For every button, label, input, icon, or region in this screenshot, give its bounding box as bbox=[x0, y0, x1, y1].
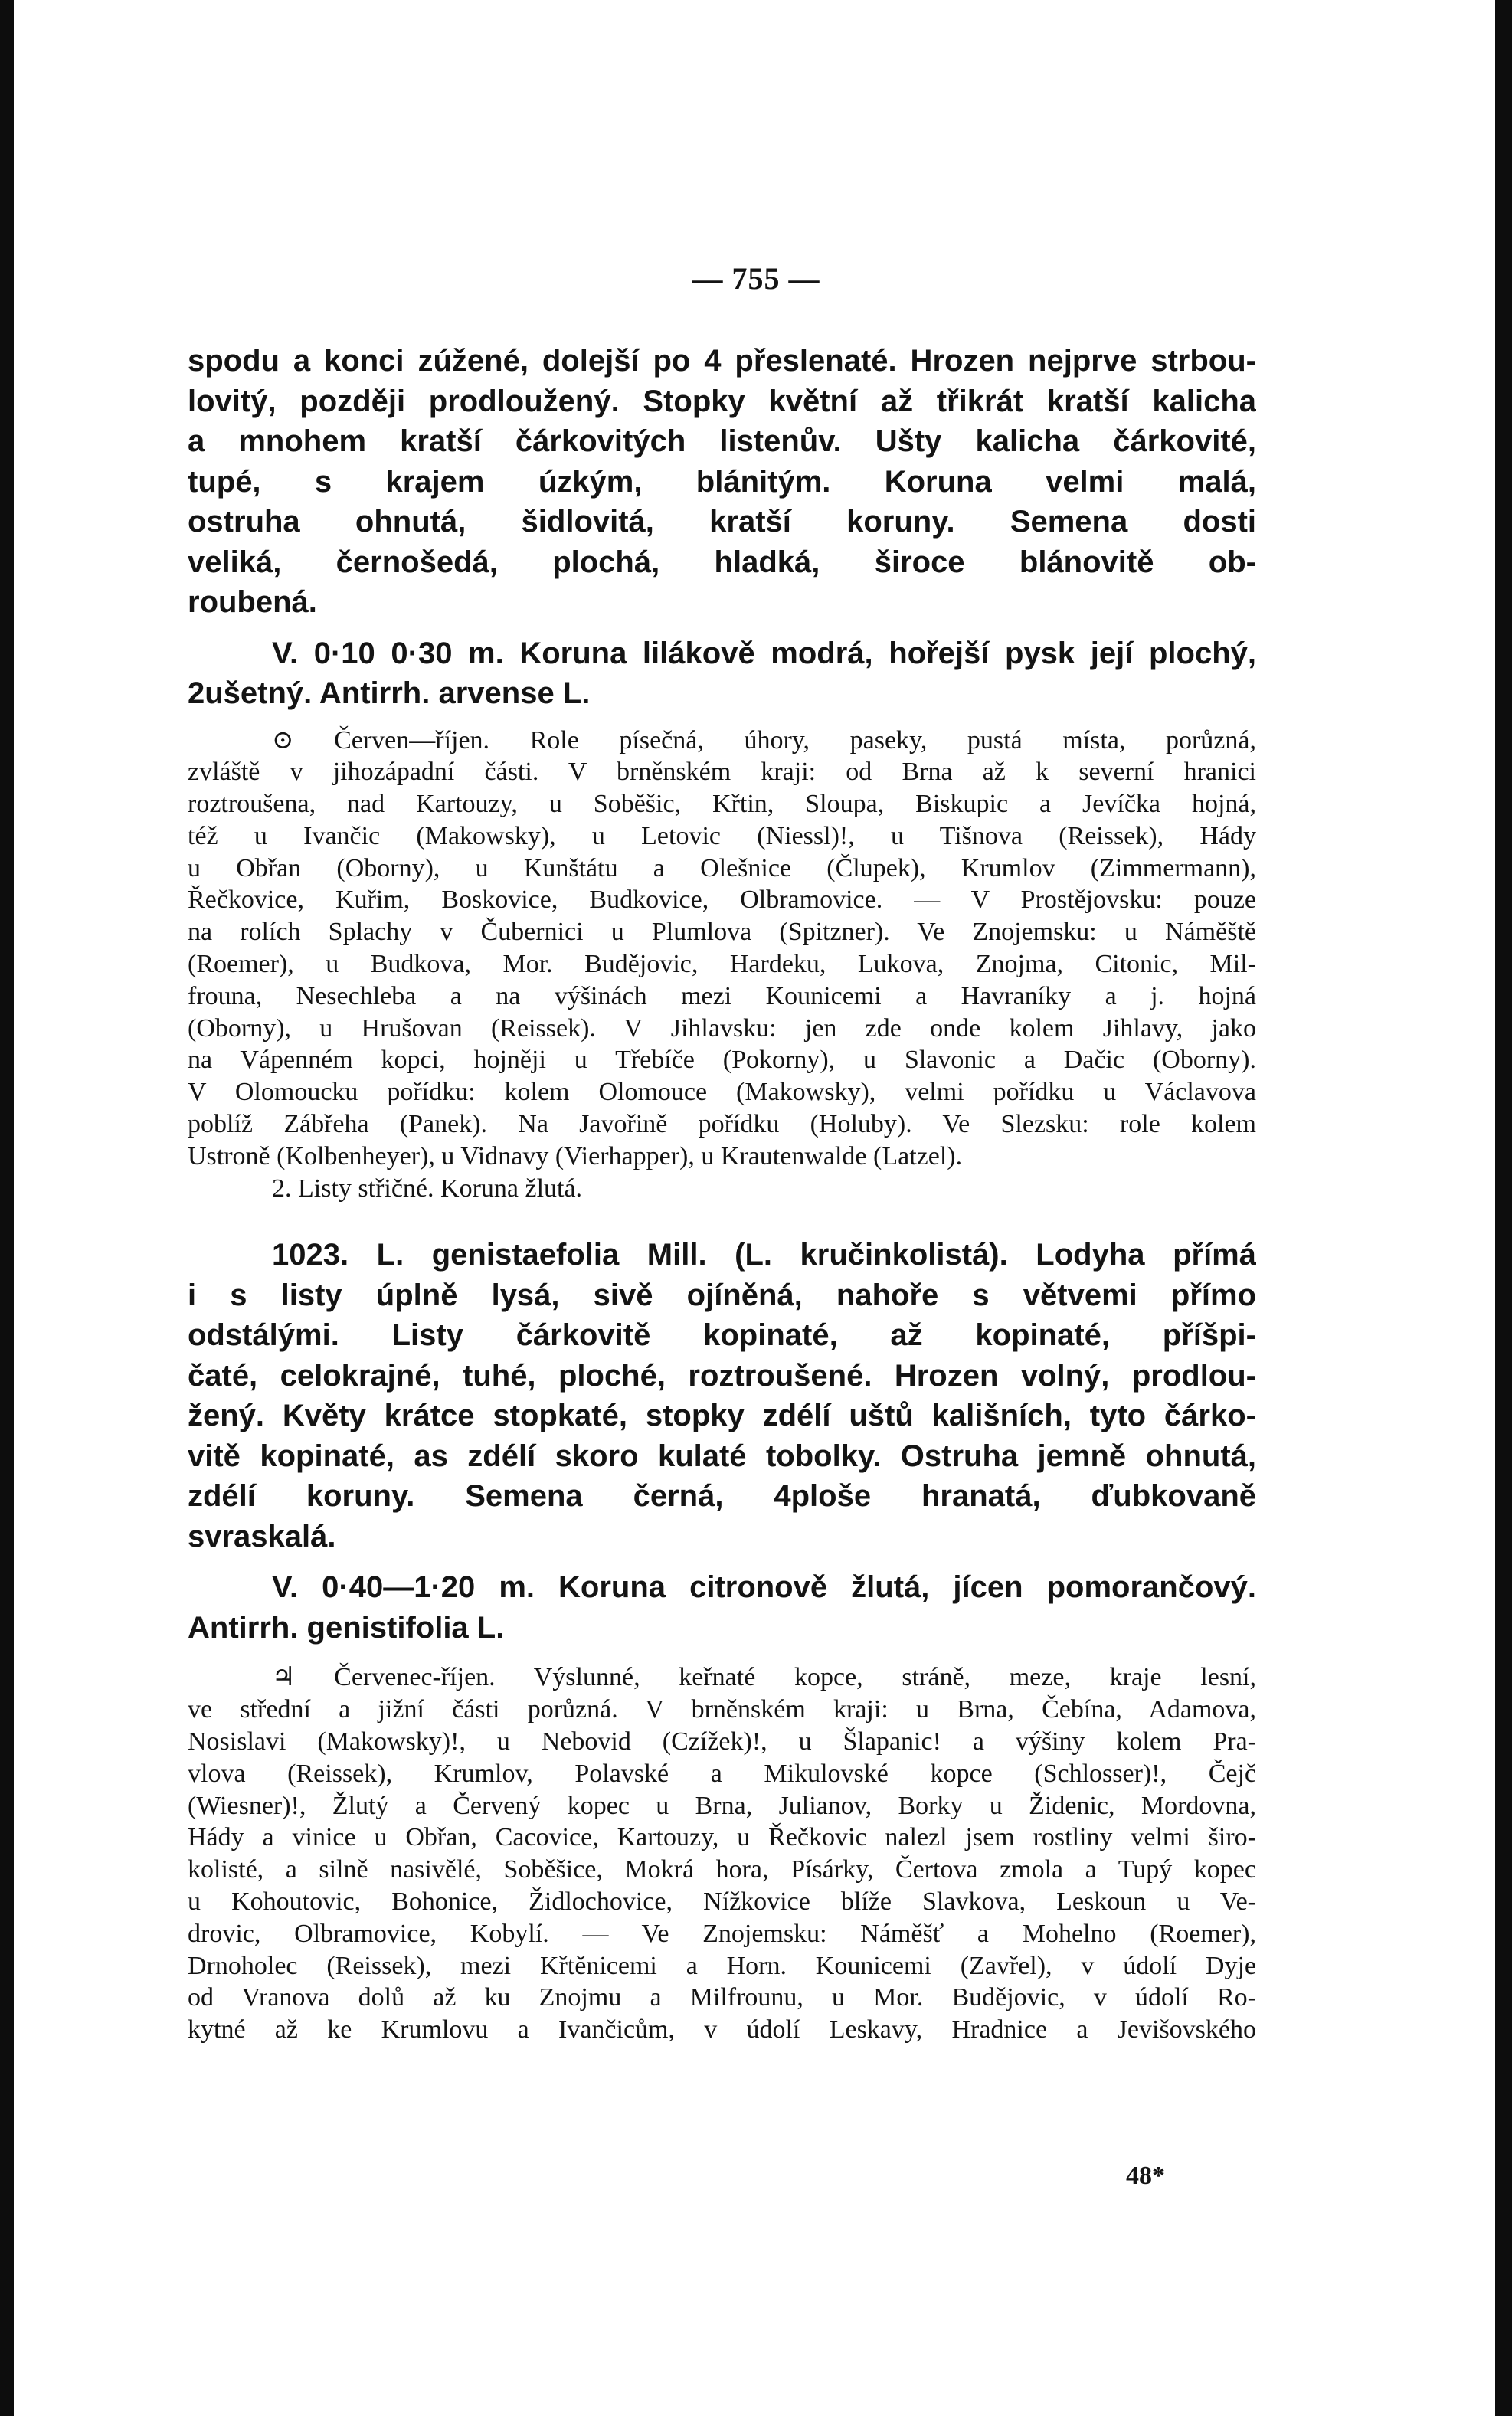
text-line: V. 0·10 0·30 m. Koruna lilákově modrá, hořejší pysk její plochý, bbox=[272, 636, 1256, 670]
text-line: Ustroně (Kolbenheyer), u Vidnavy (Vierhapper), u Krautenwalde (Latzel). bbox=[188, 1141, 963, 1170]
text-line: Antirrh. genistifolia L. bbox=[188, 1610, 505, 1645]
text-line: žený. Květy krátce stopkaté, stopky zdélí uštů kališních, tyto čárko- bbox=[188, 1399, 1256, 1433]
text-line: (Roemer), u Budkova, Mor. Budějovic, Hardeku, Lukova, Znojma, Citonic, Mil- bbox=[188, 950, 1256, 979]
text-line: Hády a vinice u Obřan, Cacovice, Kartouzy, u Řečkovic nalezl jsem rostliny velmi širo- bbox=[188, 1823, 1256, 1852]
text-line: na rolích Splachy v Čubernici u Plumlova (Spitzner). Ve Znojemsku: u Náměště bbox=[188, 918, 1256, 947]
entry-2-size bbox=[188, 1567, 1256, 1648]
text-line: lovitý, později prodloužený. Stopky květní až třikrát kratší kalicha bbox=[188, 384, 1256, 418]
text-line: drovic, Olbramovice, Kobylí. — Ve Znojemsku: Náměšť a Mohelno (Roemer), bbox=[188, 1919, 1256, 1948]
text-line: poblíž Zábřeha (Panek). Na Javořině pořídku (Holuby). Ve Slezsku: role kolem bbox=[188, 1110, 1256, 1139]
text-line: roztroušena, nad Kartouzy, u Soběšic, Křtin, Sloupa, Biskupic a Jevíčka hojná, bbox=[188, 790, 1256, 819]
text-line: roubená. bbox=[188, 585, 317, 619]
species-heading-line: 1023. L. genistaefolia Mill. (L. kručinkolistá). Lodyha přímá bbox=[272, 1238, 1256, 1272]
text-line: ♃ Červenec-říjen. Výslunné, keřnaté kopce, stráně, meze, kraje lesní, bbox=[272, 1663, 1256, 1692]
text-line: veliká, černošedá, plochá, hladká, široce blánovitě ob- bbox=[188, 545, 1256, 579]
text-line: čaté, celokrajné, tuhé, ploché, roztroušené. Hrozen volný, prodlou- bbox=[188, 1358, 1256, 1393]
text-line: zdélí koruny. Semena černá, 4ploše hranatá, ďubkovaně bbox=[188, 1479, 1256, 1514]
entry-1-distribution bbox=[188, 725, 1256, 1205]
text-line: vlova (Reissek), Krumlov, Polavské a Mikulovské kopce (Schlosser)!, Čejč bbox=[188, 1759, 1256, 1788]
text-line: zvláště v jihozápadní části. V brněnském kraji: od Brna až k severní hranici bbox=[188, 758, 1256, 787]
entry-1-description bbox=[188, 341, 1256, 623]
text-line: 2ušetný. Antirrh. arvense L. bbox=[188, 676, 591, 710]
text-line: (Oborny), u Hrušovan (Reissek). V Jihlavsku: jen zde onde kolem Jihlavy, jako bbox=[188, 1013, 1256, 1043]
text-line: frouna, Nesechleba a na výšinách mezi Kounicemi a Havraníky a j. hojná bbox=[188, 981, 1256, 1010]
text-line: kolisté, a silně nasivělé, Soběšice, Mokrá hora, Písárky, Čertova zmola a Tupý kopec bbox=[188, 1855, 1256, 1884]
text-line: kytné až ke Krumlovu a Ivančicům, v údolí Leskavy, Hradnice a Jevišovského bbox=[188, 2015, 1256, 2044]
text-line: Řečkovice, Kuřim, Boskovice, Budkovice, Olbramovice. — V Prostějovsku: pouze bbox=[188, 886, 1256, 915]
text-line: svraskalá. bbox=[188, 1519, 336, 1553]
text-line: též u Ivančic (Makowsky), u Letovic (Niessl)!, u Tišnova (Reissek), Hády bbox=[188, 821, 1256, 850]
text-line: Drnoholec (Reissek), mezi Křtěnicemi a Horn. Kounicemi (Zavřel), v údolí Dyje bbox=[188, 1951, 1256, 1980]
entry-2-distribution bbox=[188, 1661, 1256, 2046]
text-line: na Vápenném kopci, hojněji u Třebíče (Pokorny), u Slavonic a Dačic (Oborny). bbox=[188, 1046, 1256, 1075]
page-number: — 755 — bbox=[692, 261, 820, 296]
text-line: odstálými. Listy čárkovitě kopinaté, až kopinaté, příšpi- bbox=[188, 1318, 1256, 1353]
text-line: Nosislavi (Makowsky)!, u Nebovid (Czížek)!, u Šlapanic! a výšiny kolem Pra- bbox=[188, 1727, 1256, 1756]
text-line: u Obřan (Oborny), u Kunštátu a Olešnice (Člupek), Krumlov (Zimmermann), bbox=[188, 853, 1256, 882]
text-line: (Wiesner)!, Žlutý a Červený kopec u Brna, Julianov, Borky u Židenic, Mordovna, bbox=[188, 1791, 1256, 1820]
text-line: ve střední a jižní části porůzná. V brněnském kraji: u Brna, Čebína, Adamova, bbox=[188, 1695, 1256, 1724]
text-line: a mnohem kratší čárkovitých listenův. Ušty kalicha čárkovité, bbox=[188, 424, 1256, 458]
page-body bbox=[188, 341, 1256, 2046]
signature-mark: 48* bbox=[1126, 2162, 1165, 2190]
text-line: i s listy úplně lysá, sivě ojíněná, nahoře s větvemi přímo bbox=[188, 1278, 1256, 1312]
text-line: V Olomoucku pořídku: kolem Olomouce (Makowsky), velmi pořídku u Václavova bbox=[188, 1078, 1256, 1107]
text-line: spodu a konci zúžené, dolejší po 4 přeslenaté. Hrozen nejprve strbou- bbox=[188, 344, 1256, 378]
scan-edge-left bbox=[0, 0, 14, 2416]
text-line: 2. Listy střičné. Koruna žlutá. bbox=[272, 1174, 583, 1203]
text-line: V. 0·40—1·20 m. Koruna citronově žlutá, jícen pomorančový. bbox=[272, 1570, 1256, 1605]
text-line: ostruha ohnutá, šidlovitá, kratší koruny. Semena dosti bbox=[188, 505, 1256, 539]
text-line: u Kohoutovic, Bohonice, Židlochovice, Nížkovice blíže Slavkova, Leskoun u Ve- bbox=[188, 1887, 1256, 1917]
text-line: vitě kopinaté, as zdélí skoro kulaté tobolky. Ostruha jemně ohnutá, bbox=[188, 1439, 1256, 1473]
scan-edge-right bbox=[1495, 0, 1512, 2416]
entry-2-description bbox=[188, 1235, 1256, 1557]
text-line: tupé, s krajem úzkým, blánitým. Koruna velmi malá, bbox=[188, 464, 1256, 499]
text-line: ⊙ Červen—říjen. Role písečná, úhory, paseky, pustá místa, porůzná, bbox=[272, 725, 1256, 755]
entry-1-size bbox=[188, 633, 1256, 714]
text-line: od Vranova dolů až ku Znojmu a Milfrounu, u Mor. Budějovic, v údolí Ro- bbox=[188, 1983, 1256, 2012]
